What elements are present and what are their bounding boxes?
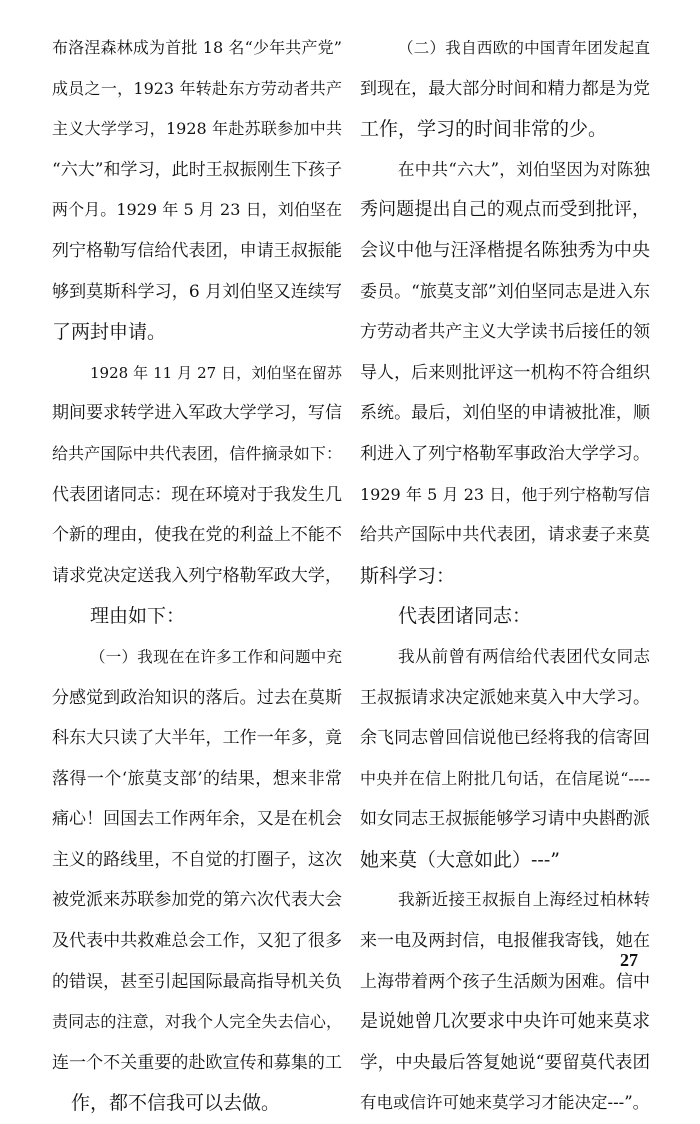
- right-column: [360, 28, 650, 1124]
- text-line: 成员之一，1923 年转赴东方劳动者共产: [52, 78, 342, 98]
- text-line: 理由如下：: [90, 605, 186, 628]
- text-line: 主义的路线里，不自觉的打圈子，这次: [52, 849, 342, 870]
- text-line: 方劳动者共产主义大学读书后接任的领: [360, 322, 650, 343]
- text-line: 我新近接王叔振自上海经过柏林转: [398, 890, 650, 910]
- text-line: 连一个不关重要的赴欧宣传和募集的工: [52, 1052, 342, 1073]
- text-line: 作，都不信我可以去做。: [71, 1092, 281, 1115]
- text-line: 如女同志王叔振能够学习请中央斟酌派: [360, 809, 650, 830]
- left-column: [52, 28, 342, 1124]
- text-line: 两个月。1929 年 5 月 23 日，刘伯坚在: [52, 200, 342, 220]
- text-line: 王叔振请求决定派她来莫入中大学习。: [360, 687, 650, 708]
- text-line: 余飞同志曾回信说他已经将我的信寄回: [360, 728, 650, 749]
- text-line: 来一电及两封信，电报催我寄钱，她在: [360, 931, 650, 952]
- text-line: 工作，学习的时间非常的少。: [360, 118, 608, 141]
- text-line: 在中共“六大”，刘伯坚因为对陈独: [398, 159, 650, 179]
- text-line: 中央并在信上附批几句话，在信尾说“----: [360, 768, 650, 788]
- text-line: 被党派来苏联参加党的第六次代表大会: [52, 890, 342, 911]
- text-line: 1928 年 11 月 27 日，刘伯坚在留苏: [90, 363, 342, 382]
- text-line: 上海带着两个孩子生活颇为困难。信中: [360, 971, 650, 992]
- text-line: 科东大只读了大半年，工作一年多，竟: [52, 728, 342, 749]
- text-line: 请求党决定送我入列宁格勒军政大学，: [52, 565, 342, 586]
- text-line: 给共产国际中共代表团，信件摘录如下：: [52, 443, 342, 463]
- text-line: 是说她曾几次要求中央许可她来莫求: [360, 1011, 650, 1033]
- text-line: 给共产国际中共代表团，请求妻子来莫: [360, 525, 650, 546]
- text-line: （一）我现在在许多工作和问题中充: [90, 647, 342, 666]
- text-line: 责同志的注意，对我个人完全失去信心，: [52, 1012, 342, 1032]
- text-line: 列宁格勒写信给代表团，申请王叔振能: [52, 240, 342, 261]
- text-line: “六大”和学习，此时王叔振刚生下孩子: [52, 159, 342, 180]
- text-line: 导人，后来则批评这一机构不符合组织: [360, 362, 650, 383]
- text-line: 委员。“旅莫支部”刘伯坚同志是进入东: [360, 281, 650, 302]
- text-line: 我从前曾有两信给代表团代女同志: [398, 646, 650, 666]
- text-line: （二）我自西欧的中国青年团发起直: [398, 39, 650, 57]
- text-line: 她来莫（大意如此）---”: [360, 848, 560, 871]
- text-line: 分感觉到政治知识的落后。过去在莫斯: [52, 687, 342, 708]
- text-line: 秀问题提出自己的观点而受到批评，: [360, 199, 650, 221]
- text-line: 个新的理由，使我在党的利益上不能不: [52, 525, 342, 546]
- text-line: 及代表中共救难总会工作，又犯了很多: [52, 931, 342, 952]
- text-line: 斯科学习：: [360, 564, 456, 587]
- text-line: 利进入了列宁格勒军事政治大学学习。: [360, 443, 650, 464]
- text-line: 主义大学学习，1928 年赴苏联参加中共: [52, 119, 342, 139]
- text-line: 系统。最后，刘伯坚的申请被批准，顺: [360, 403, 650, 424]
- text-line: 1929 年 5 月 23 日，他于列宁格勒写信: [360, 484, 650, 504]
- text-line: 有电或信许可她来莫学习才能决定---”。: [360, 1093, 650, 1113]
- text-line: 了两封申请。: [52, 321, 167, 344]
- text-line: 布洛涅森林成为首批 18 名“少年共产党”: [52, 38, 342, 57]
- text-line: 学，中央最后答复她说“要留莫代表团: [360, 1052, 650, 1073]
- text-line: 痛心！回国去工作两年余，又是在机会: [52, 809, 342, 830]
- text-line: 到现在，最大部分时间和精力都是为党: [360, 78, 650, 99]
- text-line: 落得一个‘旅莫支部’的结果，想来非常: [52, 768, 342, 789]
- text-line: 的错误，甚至引起国际最高指导机关负: [52, 971, 342, 992]
- text-line: 代表团诸同志：现在环境对于我发生几: [52, 484, 342, 505]
- page-number: 27: [620, 950, 638, 970]
- text-line: 代表团诸同志：: [398, 605, 532, 628]
- text-line: 会议中他与汪泽楷提名陈独秀为中央: [360, 239, 650, 261]
- text-line: 够到莫斯科学习，6 月刘伯坚又连续写: [52, 281, 342, 302]
- text-line: 期间要求转学进入军政大学学习，写信: [52, 403, 342, 424]
